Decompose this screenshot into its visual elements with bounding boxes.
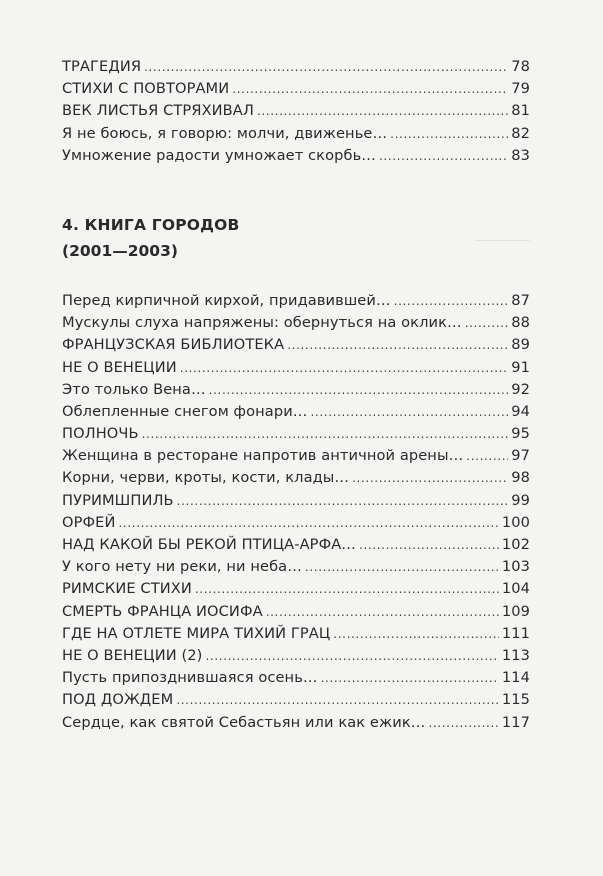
- toc-entry: [62, 381, 530, 403]
- toc-entry: [62, 580, 530, 602]
- toc-entry-title: СМЕРТЬ ФРАНЦА ИОСИФА: [62, 602, 263, 620]
- toc-entry-page: 81: [511, 102, 530, 120]
- toc-entry-title: ПОЛНОЧЬ: [62, 425, 139, 443]
- toc-entry: [62, 647, 530, 669]
- toc-entry: [62, 125, 530, 147]
- dot-leader: [257, 102, 508, 119]
- toc-entry-title: Пусть припозднившаяся осень…: [62, 669, 318, 687]
- toc-entry: [62, 469, 530, 491]
- toc-entry-title: Облепленные снегом фонари…: [62, 402, 308, 420]
- toc-entry: [62, 314, 530, 336]
- toc-entry-title: ПОД ДОЖДЕМ: [62, 691, 174, 709]
- toc-entry-page: 89: [511, 336, 530, 354]
- toc-entry: [62, 625, 530, 647]
- toc-entry-title: Это только Вена…: [62, 380, 206, 398]
- dot-leader: [119, 514, 499, 531]
- toc-entry: [62, 80, 530, 102]
- dot-leader: [195, 580, 499, 597]
- toc-entry-page: 92: [511, 380, 530, 398]
- dot-leader: [311, 403, 509, 420]
- toc-entry: [62, 492, 530, 514]
- toc-entry: [62, 669, 530, 691]
- toc-entry-page: 94: [511, 402, 530, 420]
- dot-leader: [390, 125, 508, 142]
- section-header: [62, 212, 530, 264]
- toc-entry: [62, 536, 530, 558]
- toc-entry-title: ВЕК ЛИСТЬЯ СТРЯХИВАЛ: [62, 102, 254, 120]
- toc-entry-title: ГДЕ НА ОТЛЕТЕ МИРА ТИХИЙ ГРАЦ: [62, 624, 331, 642]
- toc-entry-title: Я не боюсь, я говорю: молчи, движенье…: [62, 124, 388, 142]
- dot-leader: [232, 80, 508, 97]
- dot-leader: [287, 336, 508, 353]
- dot-leader: [394, 292, 509, 309]
- toc-entry: [62, 691, 530, 713]
- toc-entry: [62, 603, 530, 625]
- toc-entry: [62, 425, 530, 447]
- toc-entry-page: 79: [511, 80, 530, 98]
- dot-leader: [359, 536, 499, 553]
- toc-entry-page: 82: [511, 124, 530, 142]
- toc-list-section: [62, 292, 530, 736]
- dot-leader: [466, 447, 508, 464]
- toc-entry-page: 115: [501, 691, 530, 709]
- toc-entry-page: 95: [511, 425, 530, 443]
- dot-leader: [176, 691, 499, 708]
- toc-entry-page: 100: [501, 513, 530, 531]
- toc-entry-title: Корни, черви, кроты, кости, клады…: [62, 469, 350, 487]
- toc-entry-page: 88: [511, 314, 530, 332]
- toc-entry-page: 114: [501, 669, 530, 687]
- toc-entry-page: 104: [501, 580, 530, 598]
- toc-entry-title: Умножение радости умножает скорбь…: [62, 146, 376, 164]
- toc-entry-title: НАД КАКОЙ БЫ РЕКОЙ ПТИЦА-АРФА…: [62, 536, 357, 553]
- toc-entry-title: ФРАНЦУЗСКАЯ БИБЛИОТЕКА: [62, 336, 285, 354]
- dot-leader: [333, 625, 499, 642]
- dot-leader: [209, 381, 509, 398]
- toc-entry-title: Мускулы слуха напряжены: обернуться на оклик…: [62, 314, 462, 332]
- toc-entry: [62, 147, 530, 169]
- toc-entry-page: 87: [511, 291, 530, 309]
- toc-entry: [62, 447, 530, 469]
- toc-page: [62, 58, 530, 736]
- toc-entry: [62, 58, 530, 80]
- toc-entry-title: РИМСКИЕ СТИХИ: [62, 580, 192, 598]
- toc-list-top: [62, 58, 530, 169]
- dot-leader: [266, 603, 499, 620]
- toc-entry: [62, 102, 530, 124]
- toc-entry-page: 103: [501, 558, 530, 576]
- toc-entry-title: НЕ О ВЕНЕЦИИ (2): [62, 646, 203, 664]
- dot-leader: [305, 558, 499, 575]
- toc-entry: [62, 714, 530, 736]
- dot-leader: [205, 647, 498, 664]
- toc-entry-page: 99: [511, 491, 530, 509]
- toc-entry: [62, 359, 530, 381]
- dot-leader: [379, 147, 508, 164]
- toc-entry-title: СТИХИ С ПОВТОРАМИ: [62, 80, 230, 98]
- toc-entry-page: 78: [511, 58, 530, 75]
- dot-leader: [428, 714, 498, 731]
- toc-entry: [62, 558, 530, 580]
- dot-leader: [142, 425, 509, 442]
- toc-entry: [62, 336, 530, 358]
- toc-entry-title: ОРФЕЙ: [62, 513, 116, 531]
- toc-entry-title: У кого нету ни реки, ни неба…: [62, 558, 302, 576]
- toc-entry-page: 102: [501, 536, 530, 553]
- toc-entry: [62, 514, 530, 536]
- toc-entry-title: Сердце, как святой Себастьян или как ежик…: [62, 713, 426, 731]
- toc-entry: [62, 403, 530, 425]
- section-dates: (2001—2003): [62, 241, 178, 260]
- toc-entry-page: 113: [501, 646, 530, 664]
- dot-leader: [144, 58, 508, 75]
- toc-entry-title: Перед кирпичной кирхой, придавившей…: [62, 291, 391, 309]
- toc-entry-title: НЕ О ВЕНЕЦИИ: [62, 358, 177, 376]
- dot-leader: [321, 669, 499, 686]
- toc-entry-page: 98: [511, 469, 530, 487]
- toc-entry-title: ТРАГЕДИЯ: [62, 58, 142, 75]
- dot-leader: [177, 492, 509, 509]
- section-heading: 4. КНИГА ГОРОДОВ: [62, 215, 240, 234]
- toc-entry-page: 109: [501, 602, 530, 620]
- toc-entry-page: 91: [511, 358, 530, 376]
- dot-leader: [352, 469, 508, 486]
- toc-entry: [62, 292, 530, 314]
- dot-leader: [465, 314, 509, 331]
- toc-entry-title: ПУРИМШПИЛЬ: [62, 491, 174, 509]
- faint-rule: [475, 240, 530, 241]
- toc-entry-page: 111: [501, 624, 530, 642]
- toc-entry-page: 97: [511, 447, 530, 465]
- toc-entry-title: Женщина в ресторане напротив античной арены…: [62, 447, 464, 465]
- toc-entry-page: 83: [511, 146, 530, 164]
- toc-entry-page: 117: [501, 713, 530, 731]
- dot-leader: [180, 359, 508, 376]
